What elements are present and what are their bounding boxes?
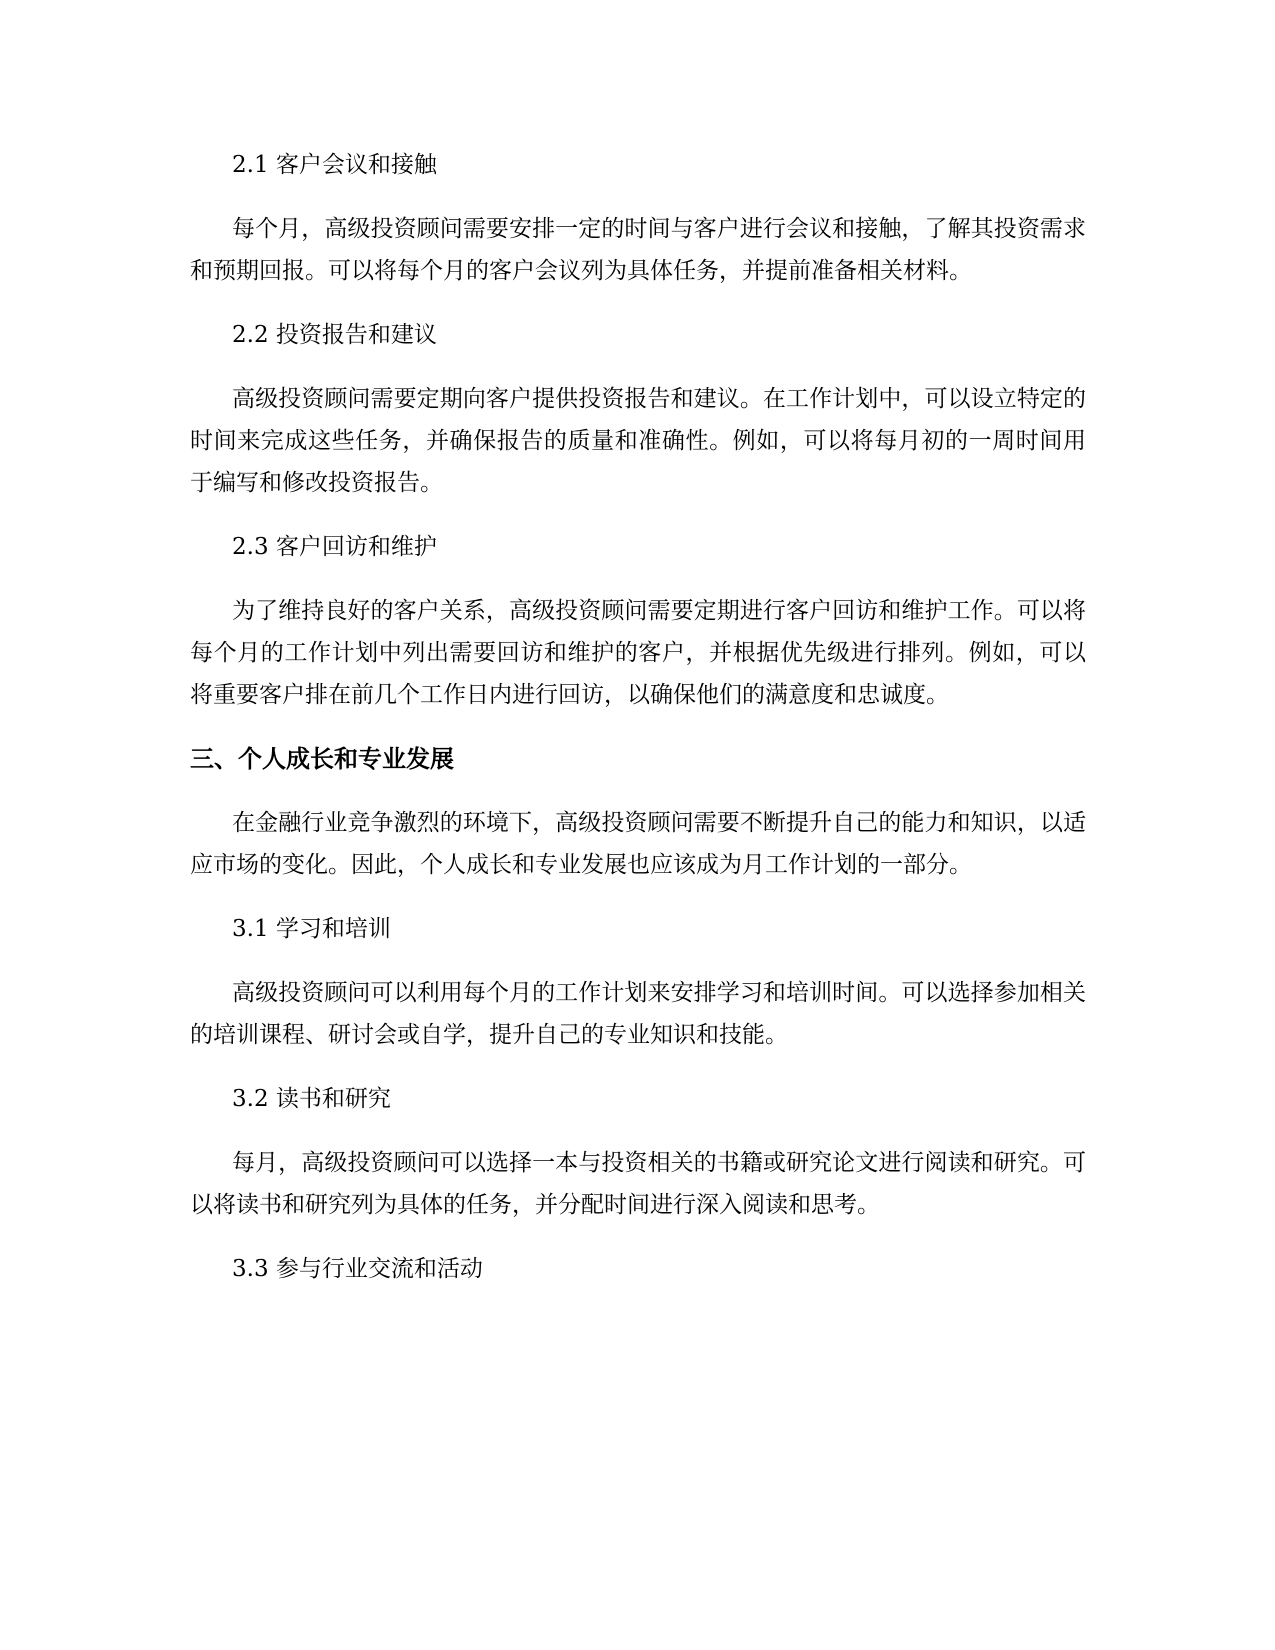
section-heading-3: 三、个人成长和专业发展 (190, 745, 454, 773)
paragraph-learning-training: 高级投资顾问可以利用每个月的工作计划来安排学习和培训时间。可以选择参加相关的培训课程、研讨会或自学，提升自己的专业知识和技能。 (190, 980, 1086, 1048)
subheading-3-2: 3.2 读书和研究 (232, 1086, 391, 1112)
subheading-2-1: 2.1 客户会议和接触 (232, 152, 437, 178)
subheading-3-3: 3.3 参与行业交流和活动 (232, 1256, 483, 1282)
paragraph-client-followup: 为了维持良好的客户关系，高级投资顾问需要定期进行客户回访和维护工作。可以将每个月的工作计划中列出需要回访和维护的客户，并根据优先级进行排列。例如，可以将重要客户排在前几个工作日内进行回访，以确保他们的满意度和忠诚度。 (190, 598, 1086, 708)
paragraph-client-meetings: 每个月，高级投资顾问需要安排一定的时间与客户进行会议和接触，了解其投资需求和预期回报。可以将每个月的客户会议列为具体任务，并提前准备相关材料。 (190, 216, 1086, 284)
subheading-2-2: 2.2 投资报告和建议 (232, 322, 437, 348)
document-body (190, 144, 1086, 1312)
paragraph-growth-intro: 在金融行业竞争激烈的环境下，高级投资顾问需要不断提升自己的能力和知识，以适应市场的变化。因此，个人成长和专业发展也应该成为月工作计划的一部分。 (190, 810, 1086, 878)
subheading-3-1: 3.1 学习和培训 (232, 916, 391, 942)
subheading-2-3: 2.3 客户回访和维护 (232, 534, 437, 560)
paragraph-investment-reports: 高级投资顾问需要定期向客户提供投资报告和建议。在工作计划中，可以设立特定的时间来完成这些任务，并确保报告的质量和准确性。例如，可以将每月初的一周时间用于编写和修改投资报告。 (190, 386, 1086, 496)
paragraph-reading-research: 每月，高级投资顾问可以选择一本与投资相关的书籍或研究论文进行阅读和研究。可以将读书和研究列为具体的任务，并分配时间进行深入阅读和思考。 (190, 1150, 1086, 1218)
